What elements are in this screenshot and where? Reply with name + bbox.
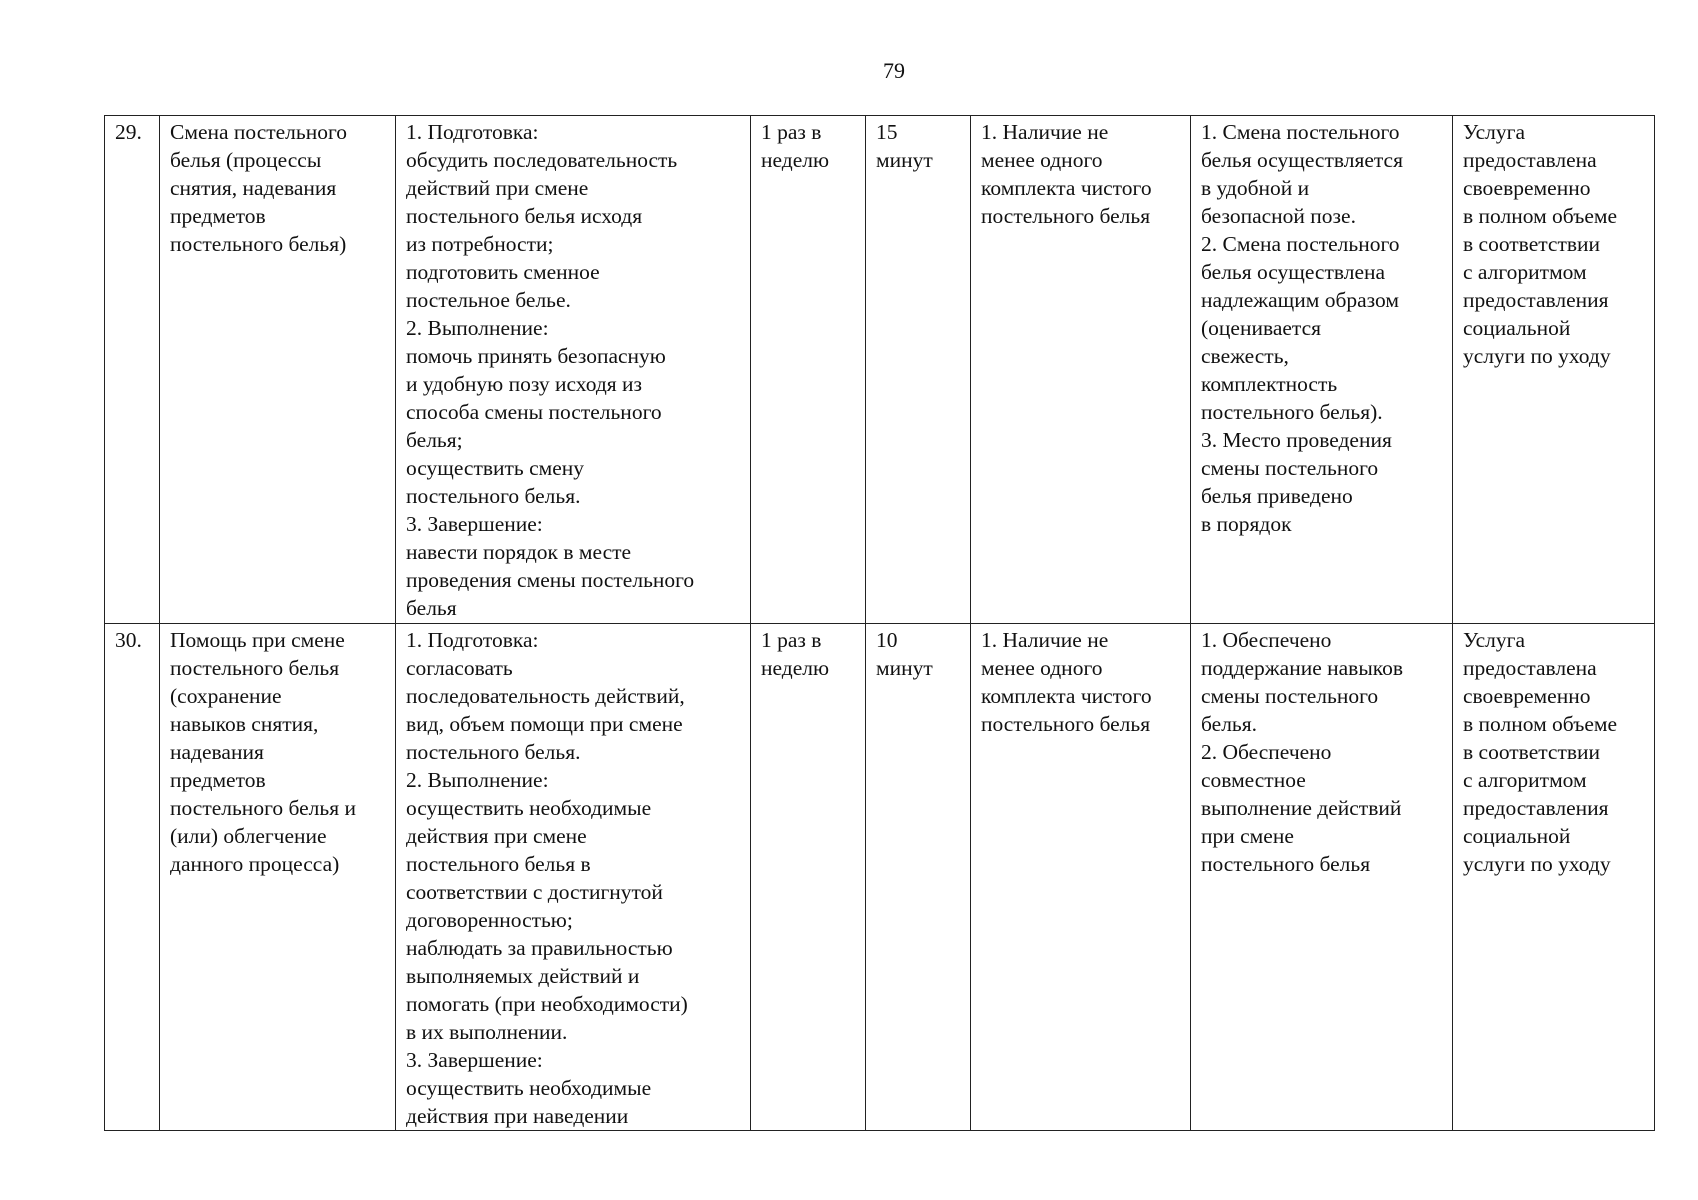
result-cell xyxy=(1453,624,1655,1131)
cell-text-line: предоставления xyxy=(1463,796,1609,820)
cell-text-line: помогать (при необходимости) xyxy=(406,992,688,1016)
cell-text-line: в порядок xyxy=(1201,512,1292,536)
cell-text-line: 10 xyxy=(876,628,898,652)
cell-text-line: соответствии с достигнутой xyxy=(406,880,663,904)
cell-text-line: предоставлена xyxy=(1463,148,1597,172)
cell-text-line: Услуга xyxy=(1463,120,1526,144)
cell-text-line: при смене xyxy=(1201,824,1294,848)
services-table xyxy=(104,115,1655,1131)
cell-text-line: белья (процессы xyxy=(170,148,322,172)
cell-text-line: с алгоритмом xyxy=(1463,768,1587,792)
cell-text-line: выполняемых действий и xyxy=(406,964,640,988)
cell-text-line: предметов xyxy=(170,768,266,792)
cell-text-line: из потребности; xyxy=(406,232,554,256)
cell-text-line: 1. Наличие не xyxy=(981,628,1109,652)
row-number-cell xyxy=(105,624,160,1131)
cell-text-line: снятия, надевания xyxy=(170,176,337,200)
cell-text-line: 1. Обеспечено xyxy=(1201,628,1332,652)
duration-cell xyxy=(866,624,971,1131)
cell-text-line: постельного белья xyxy=(981,204,1151,228)
cell-text-line: Смена постельного xyxy=(170,120,348,144)
cell-text-line: социальной xyxy=(1463,316,1571,340)
procedure-cell xyxy=(396,116,751,624)
cell-text-line: постельного белья и xyxy=(170,796,356,820)
cell-text-line: услуги по уходу xyxy=(1463,852,1611,876)
frequency-cell xyxy=(751,624,866,1131)
cell-text-line: последовательность действий, xyxy=(406,684,685,708)
row-number-cell xyxy=(105,116,160,624)
cell-text-line: менее одного xyxy=(981,148,1103,172)
requirements-cell xyxy=(971,624,1191,1131)
cell-text-line: свежесть, xyxy=(1201,344,1289,368)
cell-text-line: способа смены постельного xyxy=(406,400,662,424)
cell-text-line: обсудить последовательность xyxy=(406,148,678,172)
cell-text-line: данного процесса) xyxy=(170,852,340,876)
cell-text-line: минут xyxy=(876,656,933,680)
cell-text-line: 1 раз в xyxy=(761,628,822,652)
cell-text-line: в соответствии xyxy=(1463,232,1601,256)
cell-text-line: предоставления xyxy=(1463,288,1609,312)
cell-text-line: постельного белья xyxy=(981,712,1151,736)
cell-text-line: действия при наведении xyxy=(406,1104,629,1128)
cell-text-line: своевременно xyxy=(1463,684,1591,708)
cell-text-line: 2. Выполнение: xyxy=(406,316,549,340)
cell-text-line: предоставлена xyxy=(1463,656,1597,680)
cell-text-line: и удобную позу исходя из xyxy=(406,372,643,396)
cell-text-line: 2. Обеспечено xyxy=(1201,740,1332,764)
cell-text-line: 15 xyxy=(876,120,898,144)
cell-text-line: осуществить смену xyxy=(406,456,585,480)
cell-text-line: в полном объеме xyxy=(1463,204,1618,228)
cell-text-line: постельного белья. xyxy=(406,740,581,764)
cell-text-line: (или) облегчение xyxy=(170,824,327,848)
criteria-cell xyxy=(1191,116,1453,624)
cell-text-line: навести порядок в месте xyxy=(406,540,632,564)
cell-text-line: совместное xyxy=(1201,768,1306,792)
cell-text-line: минут xyxy=(876,148,933,172)
cell-text-line: комплектность xyxy=(1201,372,1338,396)
cell-text-line: белья. xyxy=(1201,712,1257,736)
cell-text-line: смены постельного xyxy=(1201,456,1379,480)
cell-text-line: безопасной позе. xyxy=(1201,204,1356,228)
cell-text-line: надевания xyxy=(170,740,264,764)
cell-text-line: проведения смены постельного xyxy=(406,568,695,592)
cell-text-line: помочь принять безопасную xyxy=(406,344,666,368)
cell-text-line: в соответствии xyxy=(1463,740,1601,764)
cell-text-line: действия при смене xyxy=(406,824,587,848)
cell-text-line: поддержание навыков xyxy=(1201,656,1404,680)
cell-text-line: 1 раз в xyxy=(761,120,822,144)
cell-text-line: белья xyxy=(406,596,457,620)
service-name-cell xyxy=(160,116,396,624)
cell-text-line: белья осуществлена xyxy=(1201,260,1386,284)
frequency-cell xyxy=(751,116,866,624)
cell-text-line: белья; xyxy=(406,428,463,452)
duration-cell xyxy=(866,116,971,624)
cell-text-line: 2. Смена постельного xyxy=(1201,232,1400,256)
cell-text-line: согласовать xyxy=(406,656,513,680)
cell-text-line: белья приведено xyxy=(1201,484,1353,508)
table-row xyxy=(105,116,1655,624)
cell-text-line: Помощь при смене xyxy=(170,628,345,652)
cell-text-line: неделю xyxy=(761,656,830,680)
cell-text-line: осуществить необходимые xyxy=(406,1076,652,1100)
row-number: 29. xyxy=(115,120,142,144)
cell-text-line: 1. Наличие не xyxy=(981,120,1109,144)
cell-text-line: действий при смене xyxy=(406,176,589,200)
requirements-cell xyxy=(971,116,1191,624)
cell-text-line: 1. Смена постельного xyxy=(1201,120,1400,144)
cell-text-line: постельного белья. xyxy=(406,484,581,508)
cell-text-line: подготовить сменное xyxy=(406,260,600,284)
cell-text-line: комплекта чистого xyxy=(981,176,1152,200)
cell-text-line: постельного белья в xyxy=(406,852,591,876)
cell-text-line: постельного белья) xyxy=(170,232,347,256)
cell-text-line: социальной xyxy=(1463,824,1571,848)
cell-text-line: наблюдать за правильностью xyxy=(406,936,673,960)
cell-text-line: постельное белье. xyxy=(406,288,571,312)
cell-text-line: 1. Подготовка: xyxy=(406,628,539,652)
cell-text-line: белья осуществляется xyxy=(1201,148,1403,172)
cell-text-line: договоренностью; xyxy=(406,908,573,932)
row-number: 30. xyxy=(115,628,142,652)
cell-text-line: в удобной и xyxy=(1201,176,1310,200)
table-row xyxy=(105,624,1655,1131)
cell-text-line: выполнение действий xyxy=(1201,796,1402,820)
cell-text-line: 3. Место проведения xyxy=(1201,428,1392,452)
cell-text-line: надлежащим образом xyxy=(1201,288,1399,312)
cell-text-line: своевременно xyxy=(1463,176,1591,200)
cell-text-line: предметов xyxy=(170,204,266,228)
cell-text-line: осуществить необходимые xyxy=(406,796,652,820)
cell-text-line: комплекта чистого xyxy=(981,684,1152,708)
cell-text-line: в их выполнении. xyxy=(406,1020,568,1044)
criteria-cell xyxy=(1191,624,1453,1131)
cell-text-line: менее одного xyxy=(981,656,1103,680)
cell-text-line: 3. Завершение: xyxy=(406,512,543,536)
service-name-cell xyxy=(160,624,396,1131)
cell-text-line: (сохранение xyxy=(170,684,282,708)
cell-text-line: неделю xyxy=(761,148,830,172)
cell-text-line: в полном объеме xyxy=(1463,712,1618,736)
procedure-cell xyxy=(396,624,751,1131)
cell-text-line: вид, объем помощи при смене xyxy=(406,712,683,736)
cell-text-line: постельного белья). xyxy=(1201,400,1383,424)
cell-text-line: 2. Выполнение: xyxy=(406,768,549,792)
cell-text-line: 3. Завершение: xyxy=(406,1048,543,1072)
cell-text-line: Услуга xyxy=(1463,628,1526,652)
page-number: 79 xyxy=(883,58,905,83)
cell-text-line: услуги по уходу xyxy=(1463,344,1611,368)
result-cell xyxy=(1453,116,1655,624)
cell-text-line: 1. Подготовка: xyxy=(406,120,539,144)
cell-text-line: смены постельного xyxy=(1201,684,1379,708)
cell-text-line: с алгоритмом xyxy=(1463,260,1587,284)
cell-text-line: (оценивается xyxy=(1201,316,1322,340)
cell-text-line: навыков снятия, xyxy=(170,712,319,736)
cell-text-line: постельного белья исходя xyxy=(406,204,643,228)
cell-text-line: постельного белья xyxy=(170,656,340,680)
cell-text-line: постельного белья xyxy=(1201,852,1371,876)
